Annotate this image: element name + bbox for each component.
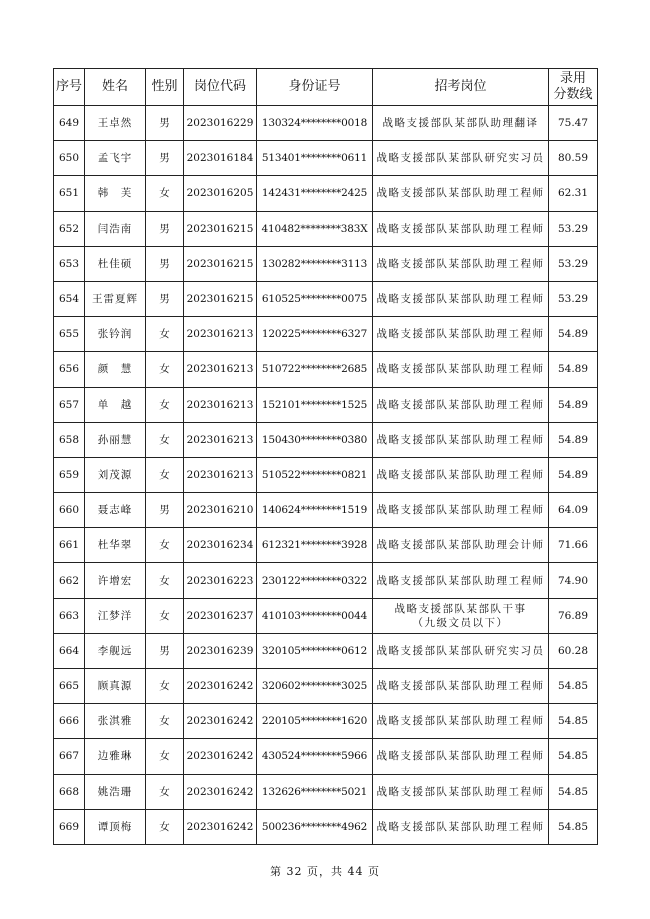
- table-row: [54, 493, 598, 528]
- post-line: 战略支援部队某部队干事: [394, 602, 527, 615]
- header-recruit-post: 招考岗位: [373, 69, 549, 106]
- cell-seq: 653: [54, 246, 85, 281]
- cell-seq: 665: [54, 669, 85, 704]
- cell-name: 孙丽慧: [85, 422, 146, 457]
- table-row: [54, 704, 598, 739]
- header-seq: 序号: [54, 69, 85, 106]
- post-line: 战略支援部队某部队助理工程师: [376, 222, 545, 235]
- cell-name: 张钤润: [85, 317, 146, 352]
- cell-gender: 女: [146, 528, 184, 563]
- cell-recruit-post: [373, 633, 549, 668]
- cell-position-code: 2023016242: [184, 809, 257, 844]
- cell-seq: 651: [54, 176, 85, 211]
- post-line: 战略支援部队某部队助理会计师: [376, 539, 545, 552]
- cell-id-number: 410103********0044: [257, 598, 373, 633]
- cell-gender: 女: [146, 704, 184, 739]
- cell-recruit-post: [373, 281, 549, 316]
- cell-name: 刘茂源: [85, 457, 146, 492]
- post-line: 战略支援部队某部队助理工程师: [376, 750, 545, 763]
- cell-id-number: 430524********5966: [257, 739, 373, 774]
- cell-recruit-post: [373, 457, 549, 492]
- cell-seq: 664: [54, 633, 85, 668]
- post-line: 战略支援部队某部队研究实习员: [376, 644, 545, 657]
- header-score-line2: 分数线: [553, 87, 593, 102]
- post-line: 战略支援部队某部队研究实习员: [376, 152, 545, 165]
- cell-id-number: 610525********0075: [257, 281, 373, 316]
- cell-score: 54.85: [549, 774, 598, 809]
- cell-gender: 女: [146, 457, 184, 492]
- cell-score: 53.29: [549, 211, 598, 246]
- table-row: [54, 669, 598, 704]
- cell-gender: 女: [146, 352, 184, 387]
- cell-gender: 女: [146, 317, 184, 352]
- table-row: [54, 528, 598, 563]
- cell-score: 74.90: [549, 563, 598, 598]
- table-row: [54, 774, 598, 809]
- cell-gender: 男: [146, 141, 184, 176]
- cell-seq: 659: [54, 457, 85, 492]
- cell-seq: 669: [54, 809, 85, 844]
- cell-position-code: 2023016213: [184, 387, 257, 422]
- cell-id-number: 120225********6327: [257, 317, 373, 352]
- cell-recruit-post: [373, 317, 549, 352]
- cell-position-code: 2023016242: [184, 774, 257, 809]
- cell-id-number: 130282********3113: [257, 246, 373, 281]
- cell-position-code: 2023016213: [184, 457, 257, 492]
- post-line: 战略支援部队某部队助理工程师: [376, 328, 545, 341]
- cell-name: 孟飞宇: [85, 141, 146, 176]
- cell-score: 54.85: [549, 704, 598, 739]
- cell-position-code: 2023016205: [184, 176, 257, 211]
- cell-recruit-post: [373, 774, 549, 809]
- cell-gender: 女: [146, 739, 184, 774]
- cell-id-number: 510722********2685: [257, 352, 373, 387]
- post-line: 战略支援部队某部队助理工程师: [376, 680, 545, 693]
- table-row: [54, 106, 598, 141]
- cell-score: 54.89: [549, 422, 598, 457]
- cell-score: 53.29: [549, 246, 598, 281]
- cell-score: 54.89: [549, 387, 598, 422]
- roster-body: [54, 106, 598, 845]
- cell-score: 54.89: [549, 352, 598, 387]
- cell-id-number: 320602********3025: [257, 669, 373, 704]
- post-line: 战略支援部队某部队助理工程师: [376, 363, 545, 376]
- cell-score: 54.85: [549, 739, 598, 774]
- cell-position-code: 2023016239: [184, 633, 257, 668]
- header-name: 姓名: [85, 69, 146, 106]
- cell-recruit-post: [373, 669, 549, 704]
- cell-recruit-post: [373, 704, 549, 739]
- cell-name: 江梦洋: [85, 598, 146, 633]
- cell-position-code: 2023016215: [184, 281, 257, 316]
- cell-position-code: 2023016242: [184, 704, 257, 739]
- cell-gender: 女: [146, 598, 184, 633]
- cell-position-code: 2023016213: [184, 422, 257, 457]
- cell-name: 张淇雅: [85, 704, 146, 739]
- header-id-number: 身份证号: [257, 69, 373, 106]
- cell-id-number: 142431********2425: [257, 176, 373, 211]
- cell-gender: 男: [146, 281, 184, 316]
- cell-name: 谭顶梅: [85, 809, 146, 844]
- cell-id-number: 132626********5021: [257, 774, 373, 809]
- cell-seq: 657: [54, 387, 85, 422]
- cell-id-number: 220105********1620: [257, 704, 373, 739]
- post-line: 战略支援部队某部队助理翻译: [382, 117, 539, 130]
- cell-gender: 女: [146, 669, 184, 704]
- cell-gender: 男: [146, 211, 184, 246]
- cell-recruit-post: [373, 598, 549, 633]
- cell-seq: 649: [54, 106, 85, 141]
- cell-score: 60.28: [549, 633, 598, 668]
- cell-name: 王卓然: [85, 106, 146, 141]
- cell-score: 53.29: [549, 281, 598, 316]
- cell-name: 李舰远: [85, 633, 146, 668]
- cell-gender: 男: [146, 106, 184, 141]
- header-row: [54, 69, 598, 106]
- table-row: [54, 211, 598, 246]
- cell-score: 54.89: [549, 317, 598, 352]
- cell-recruit-post: [373, 211, 549, 246]
- cell-gender: 女: [146, 387, 184, 422]
- table-row: [54, 176, 598, 211]
- post-line: 战略支援部队某部队助理工程师: [376, 257, 545, 270]
- table-row: [54, 141, 598, 176]
- roster-table: [53, 68, 598, 845]
- cell-seq: 650: [54, 141, 85, 176]
- cell-recruit-post: [373, 528, 549, 563]
- cell-id-number: 130324********0018: [257, 106, 373, 141]
- cell-name: 单 越: [85, 387, 146, 422]
- cell-id-number: 500236********4962: [257, 809, 373, 844]
- cell-name: 许增宏: [85, 563, 146, 598]
- post-line: 战略支援部队某部队助理工程师: [376, 433, 545, 446]
- cell-score: 62.31: [549, 176, 598, 211]
- cell-name: 姚浩珊: [85, 774, 146, 809]
- cell-score: 64.09: [549, 493, 598, 528]
- cell-seq: 661: [54, 528, 85, 563]
- cell-name: 边雅琳: [85, 739, 146, 774]
- post-line: （九级文员以下）: [412, 616, 509, 629]
- table-row: [54, 563, 598, 598]
- cell-id-number: 513401********0611: [257, 141, 373, 176]
- cell-position-code: 2023016215: [184, 246, 257, 281]
- post-line: 战略支援部队某部队助理工程师: [376, 504, 545, 517]
- cell-recruit-post: [373, 809, 549, 844]
- cell-position-code: 2023016223: [184, 563, 257, 598]
- page-footer: 第 32 页，共 44 页: [270, 865, 380, 878]
- table-row: [54, 633, 598, 668]
- cell-id-number: 320105********0612: [257, 633, 373, 668]
- cell-score: 80.59: [549, 141, 598, 176]
- header-score: [549, 69, 598, 106]
- post-line: 战略支援部队某部队助理工程师: [376, 468, 545, 481]
- cell-position-code: 2023016237: [184, 598, 257, 633]
- table-row: [54, 809, 598, 844]
- cell-seq: 663: [54, 598, 85, 633]
- cell-seq: 660: [54, 493, 85, 528]
- cell-name: 聂志峰: [85, 493, 146, 528]
- cell-recruit-post: [373, 739, 549, 774]
- post-line: 战略支援部队某部队助理工程师: [376, 820, 545, 833]
- cell-recruit-post: [373, 493, 549, 528]
- cell-name: 韩 芙: [85, 176, 146, 211]
- cell-recruit-post: [373, 141, 549, 176]
- post-line: 战略支援部队某部队助理工程师: [376, 574, 545, 587]
- cell-seq: 667: [54, 739, 85, 774]
- cell-id-number: 140624********1519: [257, 493, 373, 528]
- cell-seq: 655: [54, 317, 85, 352]
- cell-score: 71.66: [549, 528, 598, 563]
- cell-position-code: 2023016213: [184, 352, 257, 387]
- cell-id-number: 510522********0821: [257, 457, 373, 492]
- cell-score: 75.47: [549, 106, 598, 141]
- cell-recruit-post: [373, 176, 549, 211]
- cell-id-number: 152101********1525: [257, 387, 373, 422]
- cell-id-number: 612321********3928: [257, 528, 373, 563]
- table-row: [54, 317, 598, 352]
- post-line: 战略支援部队某部队助理工程师: [376, 398, 545, 411]
- post-line: 战略支援部队某部队助理工程师: [376, 715, 545, 728]
- cell-recruit-post: [373, 352, 549, 387]
- header-gender: 性别: [146, 69, 184, 106]
- cell-score: 54.85: [549, 669, 598, 704]
- cell-gender: 女: [146, 809, 184, 844]
- table-row: [54, 246, 598, 281]
- cell-position-code: 2023016234: [184, 528, 257, 563]
- cell-id-number: 410482********383X: [257, 211, 373, 246]
- cell-id-number: 150430********0380: [257, 422, 373, 457]
- cell-score: 76.89: [549, 598, 598, 633]
- cell-recruit-post: [373, 246, 549, 281]
- cell-score: 54.85: [549, 809, 598, 844]
- table-row: [54, 387, 598, 422]
- cell-name: 颜 慧: [85, 352, 146, 387]
- cell-position-code: 2023016184: [184, 141, 257, 176]
- cell-name: 杜佳硕: [85, 246, 146, 281]
- cell-position-code: 2023016215: [184, 211, 257, 246]
- cell-gender: 女: [146, 422, 184, 457]
- cell-name: 闫浩南: [85, 211, 146, 246]
- table-row: [54, 457, 598, 492]
- cell-seq: 658: [54, 422, 85, 457]
- post-line: 战略支援部队某部队助理工程师: [376, 187, 545, 200]
- header-position-code: 岗位代码: [184, 69, 257, 106]
- post-line: 战略支援部队某部队助理工程师: [376, 785, 545, 798]
- cell-position-code: 2023016210: [184, 493, 257, 528]
- cell-seq: 656: [54, 352, 85, 387]
- cell-gender: 女: [146, 563, 184, 598]
- cell-gender: 女: [146, 774, 184, 809]
- table-row: [54, 739, 598, 774]
- table-row: [54, 352, 598, 387]
- table-row: [54, 422, 598, 457]
- post-line: 战略支援部队某部队助理工程师: [376, 293, 545, 306]
- cell-id-number: 230122********0322: [257, 563, 373, 598]
- cell-gender: 男: [146, 246, 184, 281]
- cell-recruit-post: [373, 422, 549, 457]
- cell-recruit-post: [373, 106, 549, 141]
- cell-seq: 654: [54, 281, 85, 316]
- table-row: [54, 281, 598, 316]
- cell-seq: 652: [54, 211, 85, 246]
- cell-recruit-post: [373, 387, 549, 422]
- cell-seq: 666: [54, 704, 85, 739]
- cell-position-code: 2023016213: [184, 317, 257, 352]
- cell-gender: 男: [146, 633, 184, 668]
- cell-seq: 668: [54, 774, 85, 809]
- cell-recruit-post: [373, 563, 549, 598]
- header-score-line1: 录用: [559, 71, 586, 86]
- cell-position-code: 2023016242: [184, 669, 257, 704]
- table-row: [54, 598, 598, 633]
- cell-seq: 662: [54, 563, 85, 598]
- cell-position-code: 2023016242: [184, 739, 257, 774]
- cell-name: 顾真源: [85, 669, 146, 704]
- cell-gender: 男: [146, 493, 184, 528]
- cell-gender: 女: [146, 176, 184, 211]
- cell-position-code: 2023016229: [184, 106, 257, 141]
- cell-name: 杜华翠: [85, 528, 146, 563]
- cell-name: 王雷夏辉: [85, 281, 146, 316]
- cell-score: 54.89: [549, 457, 598, 492]
